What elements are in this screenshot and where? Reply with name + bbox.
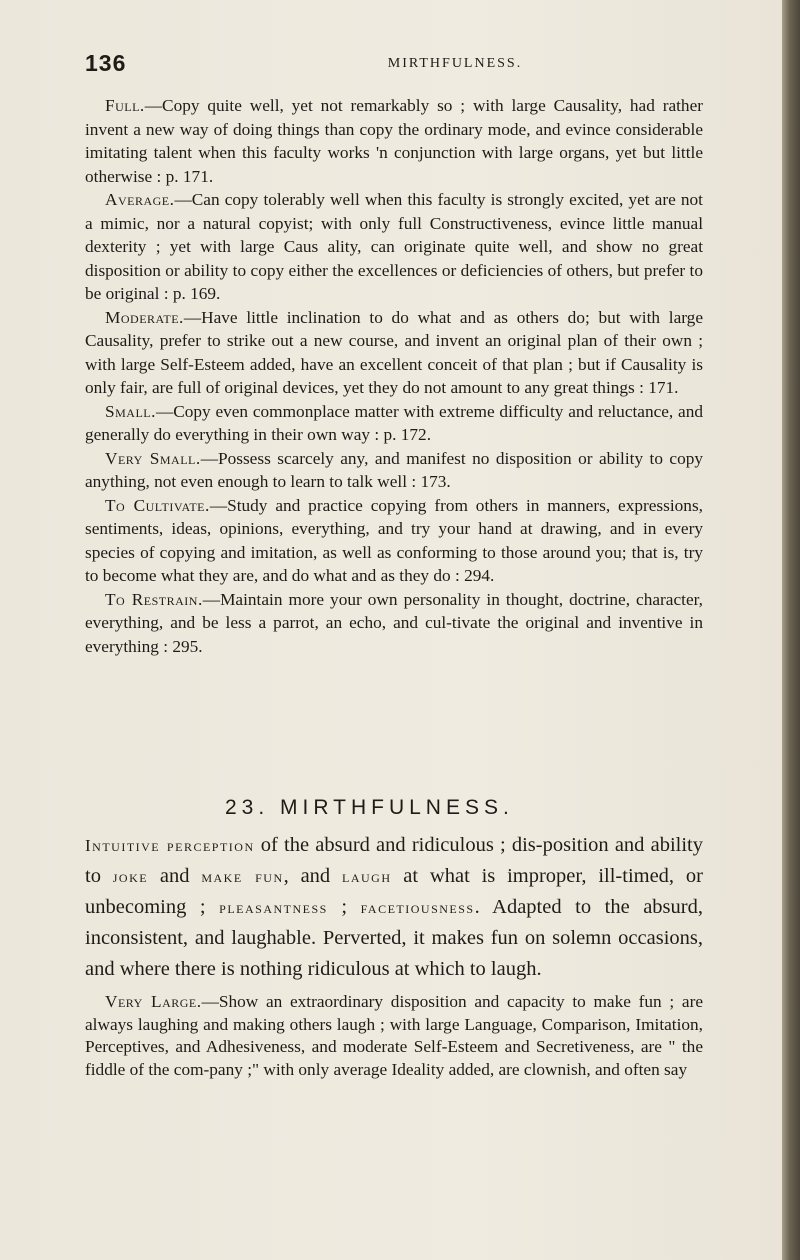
- keyword: pleasantness: [219, 898, 328, 917]
- page-header: [0, 50, 782, 84]
- advice-label: To Cultivate.: [105, 495, 210, 515]
- definition-text: and: [148, 865, 202, 887]
- keyword: Intuitive perception: [85, 836, 255, 855]
- keyword: joke: [112, 867, 149, 886]
- page-number: 136: [85, 50, 127, 76]
- definition-text: ;: [327, 896, 361, 918]
- keyword: make fun: [201, 867, 284, 886]
- degree-label: Small.: [105, 401, 156, 421]
- degree-label: Very Small.: [105, 448, 201, 468]
- degree-text: —Possess scarcely any, and manifest no disposition or ability to copy anything, not even enough to learn to talk well : 173.: [85, 448, 703, 491]
- page-edge-shadow: [782, 0, 800, 1260]
- degree-text: —Copy quite well, yet not remarkably so ; with large Causality, had rather invent a new way of doing things than copy the ordinary mode, and evince considerable imitating talent when this faculty works 'n conjunction with large organs, yet but little otherwise : p. 171.: [85, 96, 703, 186]
- faculty-definition: [85, 830, 703, 985]
- imitation-degrees: [85, 94, 703, 658]
- advice-restrain: [85, 588, 703, 659]
- advice-cultivate: [85, 494, 703, 588]
- advice-text: —Maintain more your own personality in thought, doctrine, character, everything, and be less a parrot, an echo, and cul-tivate the original and inventive in everything : 295.: [85, 589, 703, 656]
- definition-text: , and: [283, 865, 342, 887]
- degree-small: [85, 400, 703, 447]
- degree-text: —Have little inclination to do what and as others do; but with large Causality, prefer to strike out a new course, and invent an original plan of their own ; with large Self-Esteem added, have an excellent conceit of that plan ; but if Causality is only fair, are full of original devices, yet they do not amount to any great things : 171.: [85, 307, 703, 397]
- degree-full: [85, 94, 703, 188]
- degree-label: Very Large.: [105, 992, 202, 1011]
- keyword: laugh: [341, 867, 392, 886]
- degree-moderate: [85, 306, 703, 400]
- running-head: MIRTHFULNESS.: [387, 56, 523, 71]
- degree-label: Full.: [105, 96, 145, 115]
- degree-text: —Can copy tolerably well when this faculty is strongly excited, yet are not a mimic, nor a natural copyist; with only full Constructiveness, evince little manual dexterity ; yet with large Caus ality, can originate quite well, and show no great disposition or ability to copy either the excellences or deficiencies of others, but prefer to be original : p. 169.: [85, 190, 703, 303]
- degree-text: —Show an extraordinary disposition and capacity to make fun ; are always laughing and making others laugh ; with large Language, Comparison, Imitation, Perceptives, and Adhesiveness, and moderate Self-Esteem and Secretiveness, are " the fiddle of the com-pany ;" with only average Ideality added, are clownish, and often say: [85, 992, 704, 1079]
- keyword: facetiousness: [360, 898, 475, 917]
- mirthfulness-section: [85, 830, 703, 1081]
- advice-label: To Restrain.: [105, 589, 203, 609]
- degree-very-large: [85, 991, 703, 1081]
- degree-average: [85, 188, 703, 306]
- section-title: 23. MIRTHFULNESS.: [225, 796, 514, 819]
- advice-text: —Study and practice copying from others in manners, expressions, sentiments, ideas, opinions, everything, and try your hand at drawing, and in every species of copying and imitation, as well as conforming to those around you; that is, try to become what they are, and do what and as they do : 294.: [85, 495, 703, 585]
- definition-text: of the absurd and ridiculous ; dis-position and ability to: [85, 834, 703, 887]
- degree-very-small: [85, 447, 703, 494]
- degree-text: —Copy even commonplace matter with extreme difficulty and reluctance, and generally do everything in their own way : p. 172.: [85, 401, 703, 444]
- degree-label: Average.: [105, 190, 175, 209]
- definition-text: . Adapted to the absurd, inconsistent, and laughable. Perverted, it makes fun on solemn occasions, and where there is nothing ridiculous at which to laugh.: [85, 896, 703, 980]
- definition-text: at what is improper, ill-timed, or unbecoming ;: [85, 865, 703, 918]
- degree-label: Moderate.: [105, 307, 184, 327]
